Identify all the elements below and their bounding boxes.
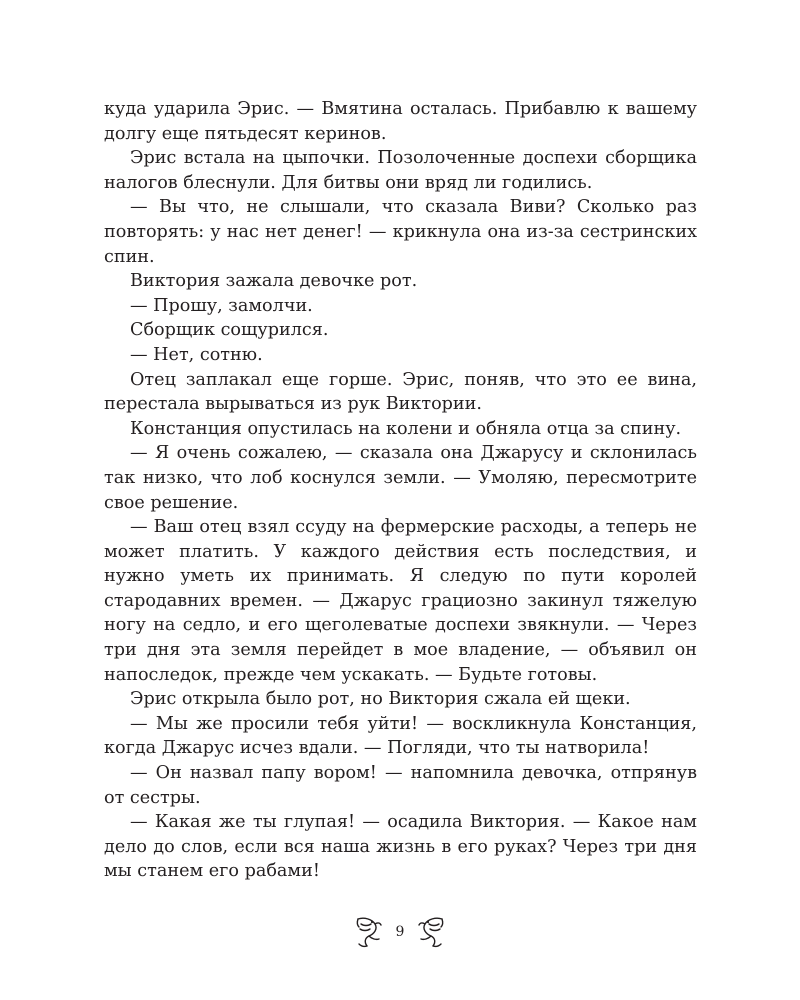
- paragraph: Эрис встала на цыпочки. Позолоченные доспехи сборщика налогов блеснули. Для битвы они вряд ли годились.: [104, 148, 697, 193]
- paragraph: — Я очень сожалею, — сказала она Джарусу и склонилась так низко, что лоб коснулся земли. — Умоляю, пересмотрите свое решение.: [104, 443, 697, 513]
- paragraph: Эрис открыла было рот, но Виктория сжала ей щеки.: [130, 689, 631, 710]
- page-number: 9: [395, 924, 405, 940]
- paragraph: — Вы что, не слышали, что сказала Виви? Сколько раз повторять: у нас нет денег! — крикнула она из-за сестринских спин.: [104, 197, 697, 267]
- paragraph: куда ударила Эрис. — Вмятина осталась. Прибавлю к вашему долгу еще пятьдесят керинов.: [104, 99, 697, 144]
- paragraph: Констанция опустилась на колени и обняла отца за спину.: [130, 418, 682, 439]
- page-footer: [0, 912, 800, 952]
- paragraph: — Прошу, замолчи.: [130, 295, 313, 316]
- paragraph: Отец заплакал еще горше. Эрис, поняв, что это ее вина, перестала вырываться из рук Виктории.: [104, 369, 697, 415]
- paragraph: — Он назвал папу вором! — напомнила девочка, отпрянув от сестры.: [104, 763, 697, 808]
- fish-ornament-icon: [352, 915, 384, 949]
- paragraph: — Нет, сотню.: [130, 344, 263, 365]
- paragraph: Виктория зажала девочке рот.: [130, 271, 418, 292]
- paragraph: Сборщик сощурился.: [130, 320, 329, 341]
- paragraph: — Ваш отец взял ссуду на фермерские расходы, а теперь не может платить. У каждого действия есть последствия, и нужно уметь их принимать. Я следую по пути королей стародавних времен. — Джарус грациозно закинул тяжелую ногу на седло, и его щеголеватые доспехи звякнули. — Через три дня эта земля перейдет в мое владение, — объявил он напоследок, прежде чем ускакать. — Будьте готовы.: [104, 517, 697, 685]
- fish-ornament-icon: [416, 915, 448, 949]
- body-text: [104, 97, 697, 884]
- paragraph: — Какая же ты глупая! — осадила Виктория. — Какое нам дело до слов, если вся наша жизнь в его руках? Через три дня мы станем его рабами!: [104, 812, 697, 882]
- paragraph: — Мы же просили тебя уйти! — воскликнула Констанция, когда Джарус исчез вдали. — Погляди, что ты натворила!: [104, 713, 697, 759]
